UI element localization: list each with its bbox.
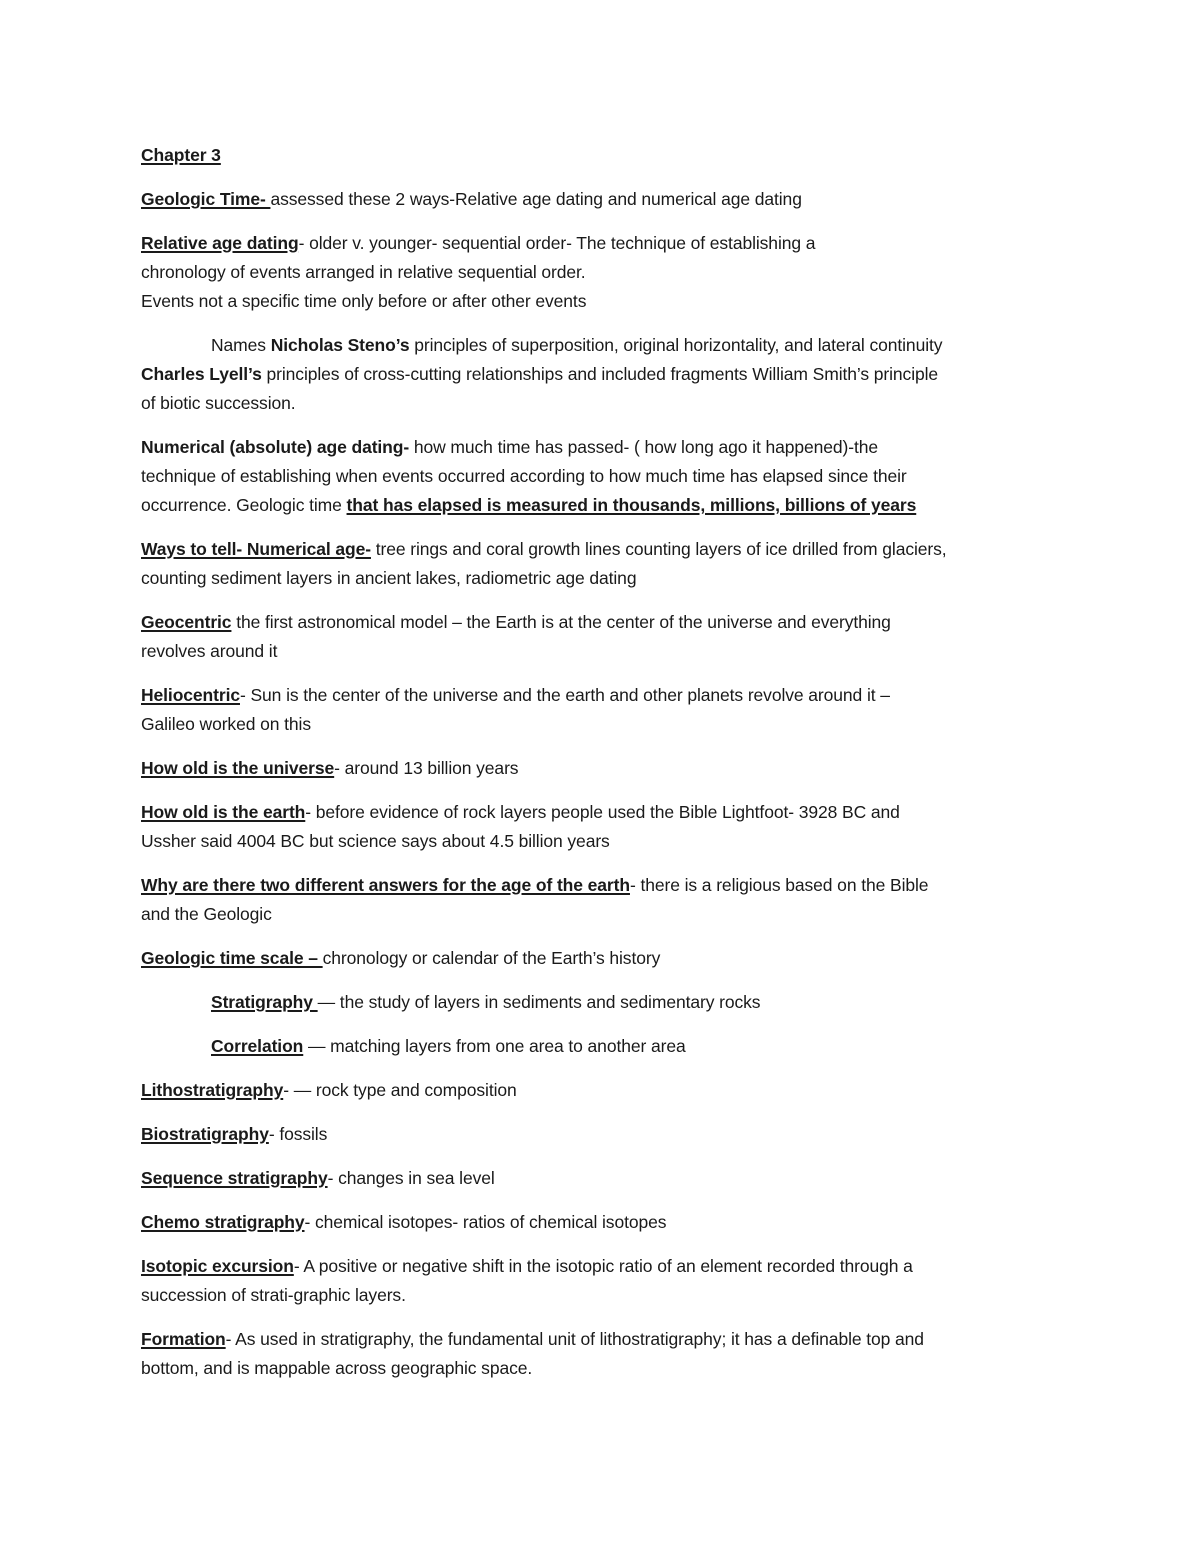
para-time-scale: Geologic time scale – chronology or calendar of the Earth’s history bbox=[141, 948, 661, 968]
term-correlation: Correlation bbox=[211, 1036, 304, 1056]
why-line-1: Why are there two different answers for the age of the earth- there is a religious based on the Bible bbox=[141, 875, 929, 895]
para-sequence-stratigraphy: Sequence stratigraphy- changes in sea level bbox=[141, 1168, 495, 1188]
why-line-2: and the Geologic bbox=[141, 904, 272, 924]
earth-line-2: Ussher said 4004 BC but science says about 4.5 billion years bbox=[141, 831, 610, 851]
geologic-time-text: assessed these 2 ways-Relative age dating and numerical age dating bbox=[270, 189, 802, 209]
numerical-line-3: occurrence. Geologic time that has elapsed is measured in thousands, millions, billions of years bbox=[141, 495, 917, 515]
term-lithostratigraphy: Lithostratigraphy bbox=[141, 1080, 284, 1100]
chapter-heading bbox=[141, 141, 1071, 170]
formation-line-2: bottom, and is mappable across geographic space. bbox=[141, 1358, 533, 1378]
term-geocentric: Geocentric bbox=[141, 612, 232, 632]
term-numerical-age: Numerical (absolute) age dating- bbox=[141, 437, 410, 457]
term-stratigraphy: Stratigraphy bbox=[211, 992, 318, 1012]
chapter-title: Chapter 3 bbox=[141, 145, 221, 165]
para-isotopic-excursion bbox=[141, 1252, 1071, 1310]
geocentric-line-1: Geocentric the first astronomical model – the Earth is at the center of the universe and everything bbox=[141, 612, 891, 632]
relative-line-3: Events not a specific time only before or after other events bbox=[141, 291, 587, 311]
document-page bbox=[141, 141, 1071, 1398]
names-line-3: of biotic succession. bbox=[141, 393, 296, 413]
names-line-2: Charles Lyell’s principles of cross-cutting relationships and included fragments William Smith’s principle bbox=[141, 364, 939, 384]
term-sequence-stratigraphy: Sequence stratigraphy bbox=[141, 1168, 328, 1188]
heliocentric-line-2: Galileo worked on this bbox=[141, 714, 311, 734]
relative-line-2: chronology of events arranged in relative sequential order. bbox=[141, 262, 586, 282]
isotopic-line-1: Isotopic excursion- A positive or negative shift in the isotopic ratio of an element recorded through a bbox=[141, 1256, 913, 1276]
earth-line-1: How old is the earth- before evidence of rock layers people used the Bible Lightfoot- 3928 BC and bbox=[141, 802, 900, 822]
formation-line-1: Formation- As used in stratigraphy, the fundamental unit of lithostratigraphy; it has a definable top and bbox=[141, 1329, 924, 1349]
para-formation bbox=[141, 1325, 1071, 1383]
para-earth-age bbox=[141, 798, 1071, 856]
term-two-answers: Why are there two different answers for the age of the earth bbox=[141, 875, 630, 895]
para-biostratigraphy: Biostratigraphy- fossils bbox=[141, 1124, 328, 1144]
para-names bbox=[141, 331, 1071, 418]
term-heliocentric: Heliocentric bbox=[141, 685, 240, 705]
heliocentric-line-1: Heliocentric- Sun is the center of the universe and the earth and other planets revolve around it – bbox=[141, 685, 890, 705]
para-ways-to-tell bbox=[141, 535, 1071, 593]
para-heliocentric bbox=[141, 681, 1071, 739]
geocentric-line-2: revolves around it bbox=[141, 641, 278, 661]
term-formation: Formation bbox=[141, 1329, 226, 1349]
relative-line-1: Relative age dating- older v. younger- sequential order- The technique of establishing a bbox=[141, 233, 816, 253]
para-lithostratigraphy: Lithostratigraphy- — rock type and composition bbox=[141, 1080, 517, 1100]
para-universe-age: How old is the universe- around 13 billion years bbox=[141, 758, 519, 778]
term-chemo-stratigraphy: Chemo stratigraphy bbox=[141, 1212, 305, 1232]
para-relative-age bbox=[141, 229, 1071, 316]
para-numerical-age bbox=[141, 433, 1071, 520]
term-geologic-time: Geologic Time- bbox=[141, 189, 271, 209]
name-lyell: Charles Lyell’s bbox=[141, 364, 262, 384]
numerical-line-1: Numerical (absolute) age dating- how much time has passed- ( how long ago it happened)-the bbox=[141, 437, 879, 457]
para-correlation: Correlation — matching layers from one area to another area bbox=[211, 1036, 686, 1056]
term-ways-to-tell: Ways to tell- Numerical age- bbox=[141, 539, 371, 559]
para-two-answers bbox=[141, 871, 1071, 929]
para-chemo-stratigraphy: Chemo stratigraphy- chemical isotopes- ratios of chemical isotopes bbox=[141, 1212, 667, 1232]
para-geocentric bbox=[141, 608, 1071, 666]
term-relative-age: Relative age dating bbox=[141, 233, 299, 253]
name-steno: Nicholas Steno’s bbox=[270, 335, 410, 355]
term-earth-age: How old is the earth bbox=[141, 802, 306, 822]
para-stratigraphy: Stratigraphy — the study of layers in sediments and sedimentary rocks bbox=[211, 992, 761, 1012]
term-universe-age: How old is the universe bbox=[141, 758, 335, 778]
term-isotopic-excursion: Isotopic excursion bbox=[141, 1256, 294, 1276]
term-time-scale: Geologic time scale – bbox=[141, 948, 323, 968]
numerical-line-2: technique of establishing when events occurred according to how much time has elapsed since their bbox=[141, 466, 907, 486]
term-biostratigraphy: Biostratigraphy bbox=[141, 1124, 269, 1144]
ways-line-1: Ways to tell- Numerical age- tree rings and coral growth lines counting layers of ice drilled from glaciers, bbox=[141, 539, 947, 559]
para-geologic-time bbox=[141, 185, 1071, 214]
numerical-emphasis: that has elapsed is measured in thousands, millions, billions of years bbox=[346, 495, 917, 515]
names-line-1: Names Nicholas Steno’s principles of superposition, original horizontality, and lateral continuity bbox=[211, 335, 943, 355]
ways-line-2: counting sediment layers in ancient lakes, radiometric age dating bbox=[141, 568, 637, 588]
isotopic-line-2: succession of strati-graphic layers. bbox=[141, 1285, 406, 1305]
